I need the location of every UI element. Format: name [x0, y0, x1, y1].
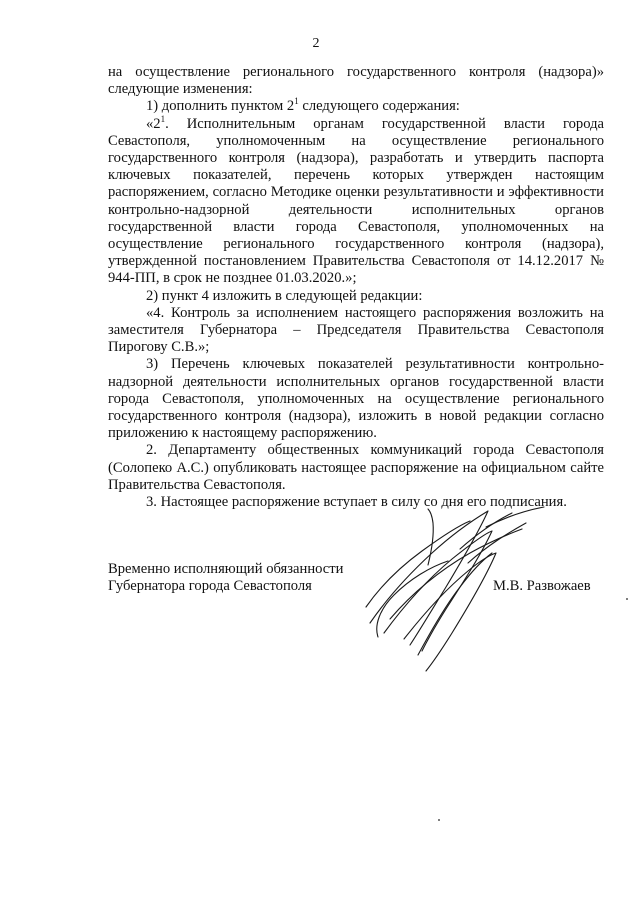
signatory-position [108, 561, 343, 595]
paragraph-item-1 [108, 98, 604, 115]
paragraph-point-2-1-before: «2 [146, 115, 161, 132]
paragraph-point-2-1 [108, 113, 604, 288]
scan-speck [438, 819, 440, 821]
paragraph-section-3: 3. Настоящее распоряжение вступает в силу со дня его подписания. [146, 494, 567, 511]
superscript: 1 [160, 113, 166, 124]
paragraph-item-1-before: 1) дополнить пунктом 2 [146, 98, 295, 115]
page-number: 2 [312, 36, 320, 51]
paragraph-intro: на осуществление регионального государственного контроля (надзора)» следующие изменения: [108, 64, 604, 98]
paragraph-point-4: «4. Контроль за исполнением настоящего распоряжения возложить на заместителя Губернатора – Председателя Правительства Севастополя Пирогову С.В.»; [108, 304, 604, 356]
paragraph-item-3: 3) Перечень ключевых показателей результативности контрольно-надзорной деятельности исполнительных органов государственной власти города Севастополя, уполномоченных на осуществление регионального государственного контроля (надзора), изложить в новой редакции согласно приложению к настоящему распоряжению. [108, 356, 604, 442]
document-body [108, 64, 604, 511]
signatory-position-line-1: Временно исполняющий обязанности [108, 561, 344, 577]
paragraph-point-2-1-after: . Исполнительным органам государственной власти города Севастополя, уполномоченным на осуществление регионального государственного контроля (надзора), разработать и утвердить паспорта ключевых показателей, перечень которых утвержден настоящим распоряжением, согласно Методике оценки результативности и эффективности контрольно-надзорной деятельности исполнительных органов государственной власти города Севастополя, уполномоченных на осуществление регионального государственного контроля (надзора), утвержденной постановлением Правительства Севастополя от 14.12.2017 № 944-ПП, в срок не позднее 01.03.2020.»; [108, 115, 604, 287]
paragraph-section-2: 2. Департаменту общественных коммуникаций города Севастополя (Солопеко А.С.) опубликовать настоящее распоряжение на официальном сайте Правительства Севастополя. [108, 442, 604, 493]
paragraph-item-2: 2) пункт 4 изложить в следующей редакции: [146, 287, 423, 304]
signatory-name: М.В. Развожаев [493, 578, 591, 594]
signatory-position-line-2: Губернатора города Севастополя [108, 578, 312, 595]
paragraph-item-1-after: следующего содержания: [298, 98, 460, 115]
scan-speck [626, 598, 628, 600]
superscript: 1 [294, 96, 299, 107]
